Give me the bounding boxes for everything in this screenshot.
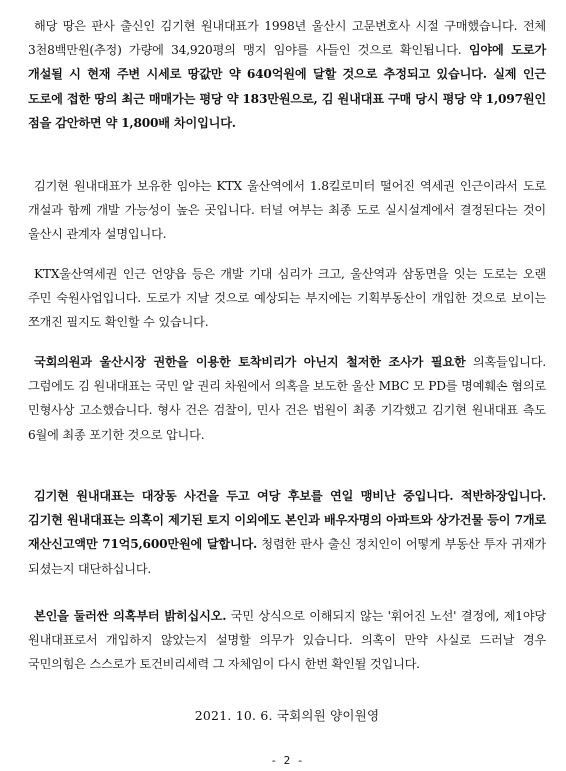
paragraph-demand-explanation: [28, 604, 546, 677]
paragraph-5-segment-1: 김기현 원내대표는 대장동 사건을 두고 여당 후보를 연일 맹비난 중입니다. 적반하장입니다.: [34, 489, 546, 503]
paragraph-1-segment-2: 임야에 도로가 개설될 시 현재 주변 시세로 땅값만 약 640억원에 달할 것으로 추정되고 있습니다. 실제 인근 도로에 접한 땅의 최근 매매가는 평당 약 183만원으로, 김 원내대표 구매 당시 평당 약 1,097원인 점을 감안하면 약 1,800배 차이입니다.: [28, 43, 547, 130]
page-number: - 2 -: [270, 754, 304, 767]
paragraph-development-expectation: [28, 262, 546, 335]
signature-line: 2021. 10. 6. 국회의원 양이원영: [194, 708, 380, 723]
paragraph-3-segment-1: KTX울산역세권 인근 언양읍 등은 개발 기대 심리가 크고, 울산역과 삼동면을 잇는 도로는 오랜 주민 숙원사업입니다. 도로가 지날 것으로 예상되는 부지에는 기획부동산이 개입한 것으로 보이는 쪼개진 필지도 확인할 수 있습니다.: [28, 267, 546, 330]
paragraph-5-segment-3: 청렴한 판사 출신 정치인이 어떻게 부동산 투자 귀재가 되셨는지 대단하십니다.: [28, 537, 546, 576]
paragraph-assets: [28, 484, 546, 581]
paragraph-4-segment-2: 의혹들입니다. 그럼에도 김 원내대표는 국민 알 권리 차원에서 의혹을 보도한 울산 MBC 모 PD를 명예훼손 혐의로 민형사상 고소했습니다. 형사 건은 검찰이, 민사 건은 법원이 최종 기각했고 김기현 원내대표 측도 6월에 최종 포기한 것으로 압니다.: [28, 355, 546, 442]
paragraph-land-purchase: [28, 14, 546, 135]
paragraph-2-segment-1: 김기현 원내대표가 보유한 임야는 KTX 울산역에서 1.8킬로미터 떨어진 역세권 인근이라서 도로 개설과 함께 개발 가능성이 높은 곳입니다. 터널 여부는 최종 도로 실시설계에서 결정된다는 것이 울산시 관계자 설명입니다.: [28, 179, 546, 242]
paragraph-5-segment-2: 김기현 원내대표는 의혹이 제기된 토지 이외에도 본인과 배우자명의 아파트와 상가건물 등이 7개로 재산신고액만 71억5,600만원에 달합니다.: [28, 513, 546, 552]
paragraph-investigation-needed: [28, 350, 546, 447]
paragraph-1-segment-1: 해당 땅은 판사 출신인 김기현 원내대표가 1998년 울산시 고문변호사 시절 구매했습니다. 전체 3천8백만원(추정) 가량에 34,920평의 맹지 임야를 사들인 것으로 확인됩니다.: [28, 19, 546, 58]
paragraph-6-segment-1: 본인을 둘러싼 의혹부터 밝히십시오.: [34, 609, 227, 623]
paragraph-6-segment-2: 국민 상식으로 이해되지 않는 '휘어진 노선' 결정에, 제1야당 원내대표로서 개입하지 않았는지 설명할 의무가 있습니다. 의혹이 만약 사실로 드러날 경우 국민의힘은 스스로가 토건비리세력 그 자체임이 다시 한번 확인될 것입니다.: [28, 609, 546, 672]
paragraph-4-segment-1: 국회의원과 울산시장 권한을 이용한 토착비리가 아닌지 철저한 조사가 필요한: [34, 355, 466, 369]
paragraph-ktx-station: [28, 174, 546, 247]
